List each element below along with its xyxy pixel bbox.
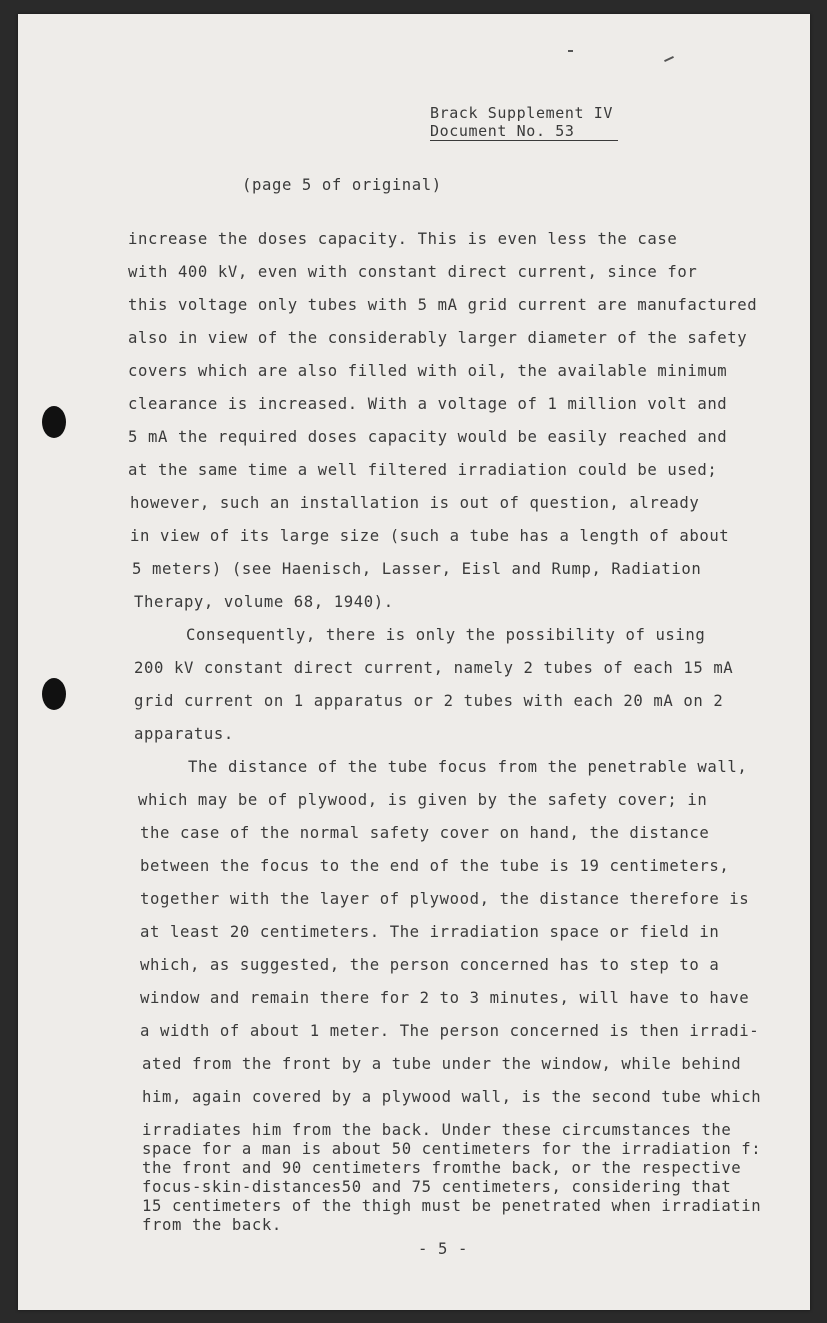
page-number: - 5 - [418,1240,468,1258]
original-page-note: (page 5 of original) [242,176,442,194]
body-line: together with the layer of plywood, the distance therefore is [140,890,750,908]
body-line: with 400 kV, even with constant direct current, since for [128,263,698,281]
body-line: however, such an installation is out of question, already [130,494,700,512]
body-line: this voltage only tubes with 5 mA grid current are manufactured [128,296,758,314]
punch-hole-bottom [42,678,66,710]
body-line: 15 centimeters of the thigh must be penetrated when irradiatin [142,1197,762,1215]
document-header-series: Brack Supplement IV [430,104,613,122]
body-line: grid current on 1 apparatus or 2 tubes with each 20 mA on 2 [134,692,724,710]
body-line: increase the doses capacity. This is even less the case [128,230,678,248]
body-line: ated from the front by a tube under the window, while behind [142,1055,742,1073]
punch-hole-top [42,406,66,438]
body-line: also in view of the considerably larger diameter of the safety [128,329,748,347]
body-line: which may be of plywood, is given by the safety cover; in [138,791,708,809]
body-line: 200 kV constant direct current, namely 2 tubes of each 15 mA [134,659,734,677]
body-line: him, again covered by a plywood wall, is the second tube which [142,1088,762,1106]
body-line: clearance is increased. With a voltage of 1 million volt and [128,395,728,413]
body-line: a width of about 1 meter. The person concerned is then irradi- [140,1022,760,1040]
ink-mark [568,50,573,52]
body-line: apparatus. [134,725,234,743]
ink-mark [664,56,674,62]
body-line: at the same time a well filtered irradiation could be used; [128,461,718,479]
body-line: The distance of the tube focus from the penetrable wall, [188,758,748,776]
body-line: 5 mA the required doses capacity would be easily reached and [128,428,728,446]
body-line: in view of its large size (such a tube has a length of about [130,527,730,545]
body-line: 5 meters) (see Haenisch, Lasser, Eisl and Rump, Radiation [132,560,702,578]
body-line: from the back. [142,1216,282,1234]
body-line: between the focus to the end of the tube is 19 centimeters, [140,857,730,875]
body-line: focus-skin-distances50 and 75 centimeters, considering that [142,1178,732,1196]
body-line: window and remain there for 2 to 3 minutes, will have to have [140,989,750,1007]
body-line: the case of the normal safety cover on hand, the distance [140,824,710,842]
body-line: which, as suggested, the person concerned has to step to a [140,956,720,974]
body-line: the front and 90 centimeters fromthe back, or the respective [142,1159,742,1177]
body-line: Therapy, volume 68, 1940). [134,593,394,611]
document-page [18,14,810,1310]
document-header-number: Document No. 53 [430,124,618,141]
body-line: space for a man is about 50 centimeters for the irradiation f: [142,1140,762,1158]
body-line: Consequently, there is only the possibility of using [186,626,706,644]
body-line: covers which are also filled with oil, the available minimum [128,362,728,380]
body-line: irradiates him from the back. Under these circumstances the [142,1121,732,1139]
body-line: at least 20 centimeters. The irradiation space or field in [140,923,720,941]
